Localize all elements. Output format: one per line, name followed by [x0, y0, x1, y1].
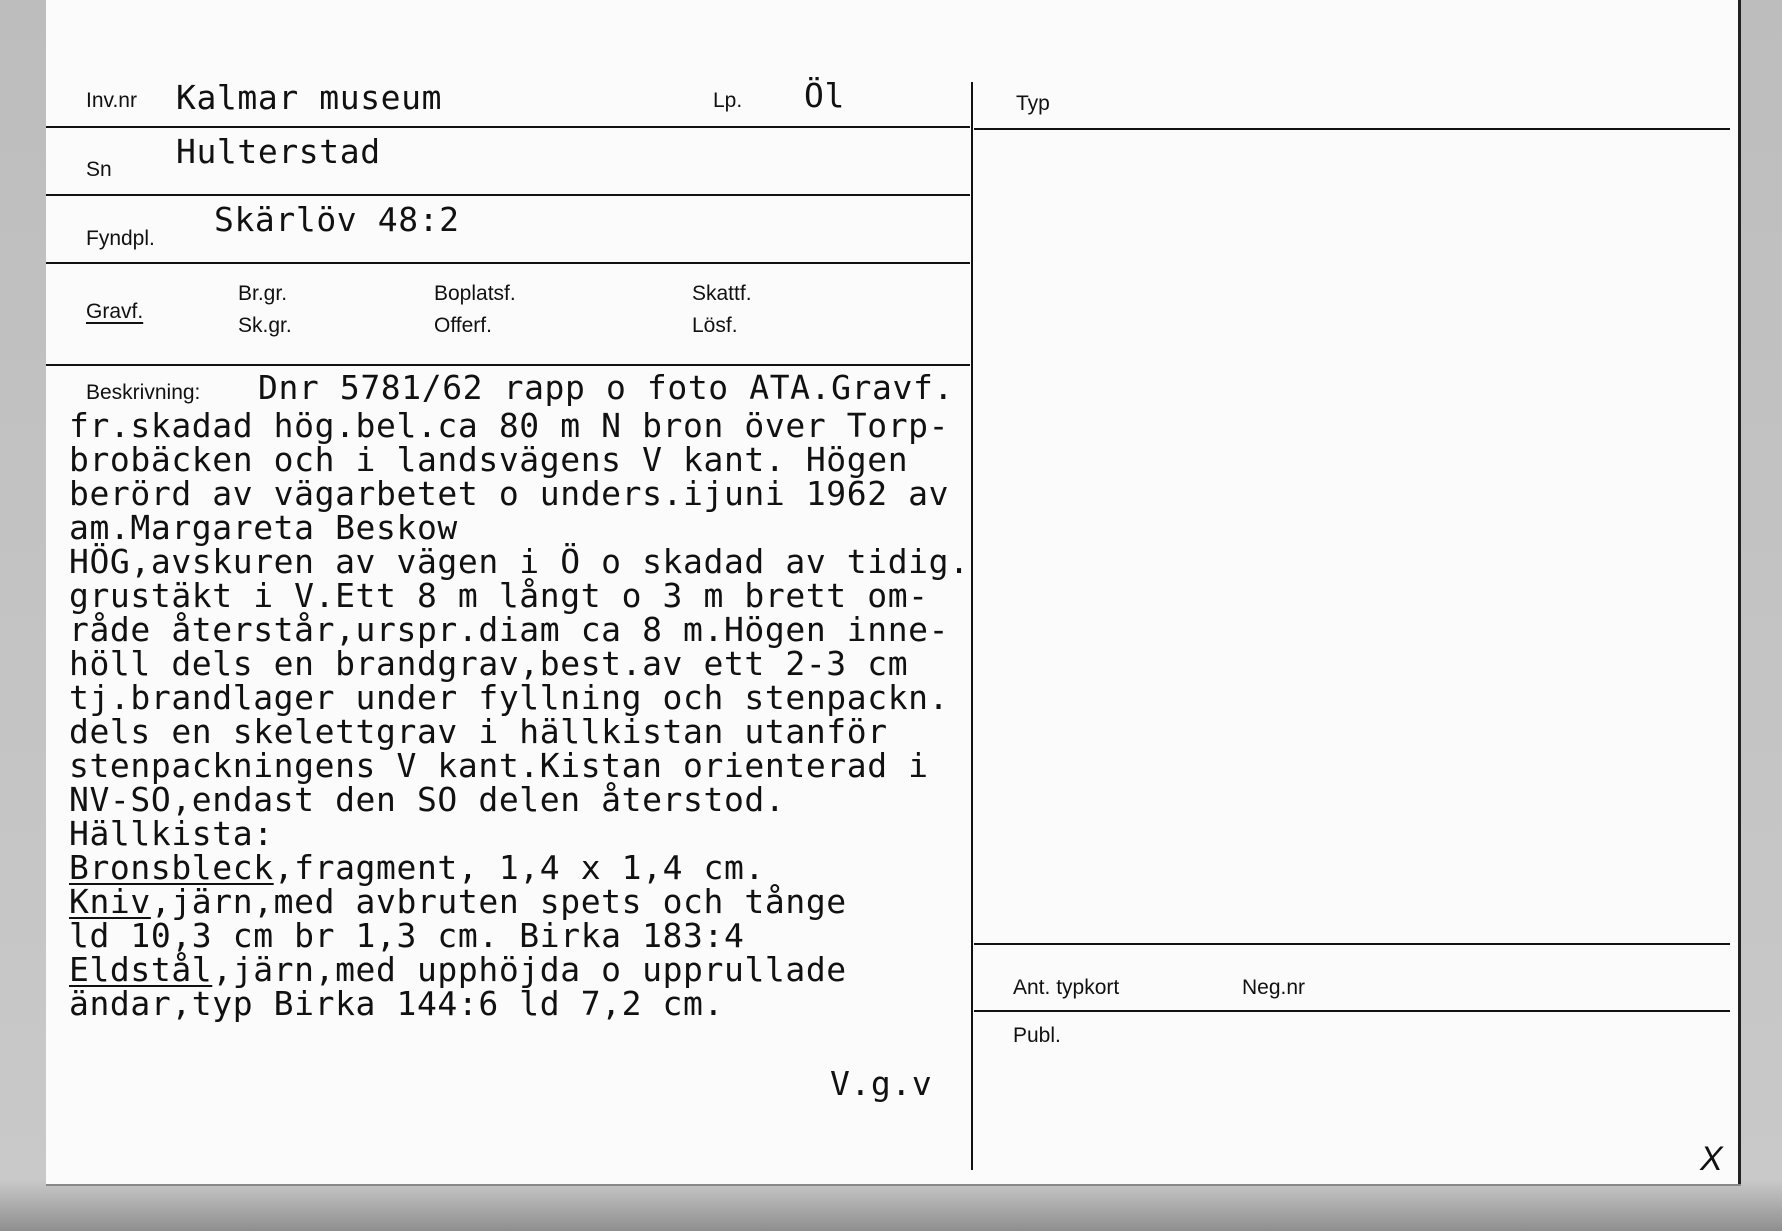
fyndpl-value: Skärlöv 48:2 [214, 200, 460, 239]
fyndpl-label: Fyndpl. [86, 227, 155, 250]
card-paper [46, 0, 1741, 1184]
divider-categories [46, 364, 970, 366]
description-first-line: Dnr 5781/62 rapp o foto ATA.Gravf. [258, 368, 954, 407]
description-line: tj.brandlager under fyllning och stenpackn. [69, 678, 950, 717]
find-item-text: ,järn,med avbruten spets och tånge [150, 882, 847, 921]
find-item [69, 984, 724, 1023]
offerf-label: Offerf. [434, 314, 492, 337]
skgr-label: Sk.gr. [238, 314, 292, 337]
divider-ant-typkort [974, 943, 1730, 945]
description-line: am.Margareta Beskow [69, 508, 458, 547]
description-line: berörd av vägarbetet o unders.ijuni 1962 av [69, 474, 950, 513]
description-line: stenpackningens V kant.Kistan orienterad i [69, 746, 929, 785]
description-line: brobäcken och i landsvägens V kant. Högen [69, 440, 909, 479]
inv-nr-value: Kalmar museum [176, 78, 443, 117]
divider-sn [46, 194, 970, 196]
sn-value: Hulterstad [176, 132, 381, 171]
losf-label: Lösf. [692, 314, 738, 337]
find-item-text: ld 10,3 cm br 1,3 cm. Birka 183:4 [69, 916, 745, 955]
description-line: Hällkista: [69, 814, 274, 853]
find-item-text: ,fragment, 1,4 x 1,4 cm. [273, 848, 765, 887]
lp-value: Öl [804, 76, 845, 115]
description-line: höll dels en brandgrav,best.av ett 2-3 cm [69, 644, 909, 683]
description-line: HÖG,avskuren av vägen i Ö o skadad av tidig. [69, 542, 970, 581]
divider-publ [974, 1010, 1730, 1012]
gravf-label: Gravf. [86, 300, 144, 323]
description-line: fr.skadad hög.bel.ca 80 m N bron över Torp- [69, 406, 950, 445]
divider-inv [46, 126, 970, 128]
neg-nr-label: Neg.nr [1242, 976, 1306, 999]
divider-typ [974, 128, 1730, 130]
publ-label: Publ. [1013, 1024, 1061, 1047]
sn-label: Sn [86, 158, 112, 181]
typ-label: Typ [1016, 92, 1050, 115]
find-item-text: ändar,typ Birka 144:6 ld 7,2 cm. [69, 984, 724, 1023]
vertical-divider [971, 82, 973, 1170]
find-item-term: Kniv [69, 882, 151, 921]
skattf-label: Skattf. [692, 282, 752, 305]
beskrivning-label: Beskrivning: [86, 381, 201, 404]
lp-label: Lp. [713, 89, 743, 112]
ant-typkort-label: Ant. typkort [1013, 976, 1120, 999]
description-line: dels en skelettgrav i hällkistan utanför [69, 712, 888, 751]
divider-fyndpl [46, 262, 970, 264]
vgv-footer: V.g.v [830, 1064, 933, 1103]
boplatsf-label: Boplatsf. [434, 282, 516, 305]
description-line: NV-SO,endast den SO delen återstod. [69, 780, 786, 819]
find-item-term: Eldstål [69, 950, 213, 989]
description-line: grustäkt i V.Ett 8 m långt o 3 m brett om- [69, 576, 929, 615]
brgr-label: Br.gr. [238, 282, 288, 305]
description-line: råde återstår,urspr.diam ca 8 m.Högen inne- [69, 610, 950, 649]
corner-check-mark: X [1700, 1140, 1723, 1178]
inv-nr-label: Inv.nr [86, 89, 137, 112]
find-item-text: ,järn,med upphöjda o upprullade [212, 950, 847, 989]
find-item-term: Bronsbleck [69, 848, 274, 887]
